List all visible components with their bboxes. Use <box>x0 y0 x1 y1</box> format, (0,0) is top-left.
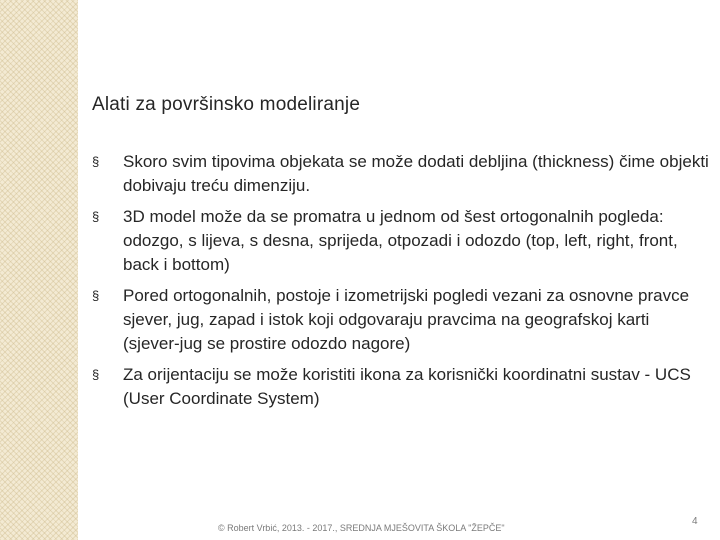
bullet-marker-icon: § <box>92 209 100 224</box>
slide-footer: © Robert Vrbić, 2013. - 2017., SREDNJA MJEŠOVITA ŠKOLA "ŽEPČE" <box>218 523 505 533</box>
bullet-item-1 <box>92 150 710 198</box>
bullet-item-2 <box>92 205 710 277</box>
bullet-item-4 <box>92 363 710 411</box>
page-number: 4 <box>692 516 698 527</box>
bullet-marker-icon: § <box>92 288 100 303</box>
bullet-marker-icon: § <box>92 154 100 169</box>
bullet-text-3: Pored ortogonalnih, postoje i izometrijski pogledi vezani za osnovne pravce sjever, jug, zapad i istok koji odgovaraju pravcima na geografskoj karti (sjever-jug se prostire odozdo nagore) <box>123 286 690 353</box>
bullet-item-3 <box>92 284 710 356</box>
bullet-text-2: 3D model može da se promatra u jednom od šest ortogonalnih pogleda: odozgo, s lijeva, s desna, sprijeda, otpozadi i odozdo (top, left, right, front, back i bottom) <box>123 207 678 274</box>
bullet-text-1: Skoro svim tipovima objekata se može dodati debljina (thickness) čime objekti dobivaju treću dimenziju. <box>123 152 709 195</box>
bullet-marker-icon: § <box>92 367 100 382</box>
bullet-text-4: Za orijentaciju se može koristiti ikona za korisnički koordinatni sustav - UCS (User Coordinate System) <box>123 365 691 408</box>
decorative-side-strip <box>0 0 78 540</box>
bullet-list <box>92 150 710 418</box>
slide-title: Alati za površinsko modeliranje <box>92 94 361 115</box>
